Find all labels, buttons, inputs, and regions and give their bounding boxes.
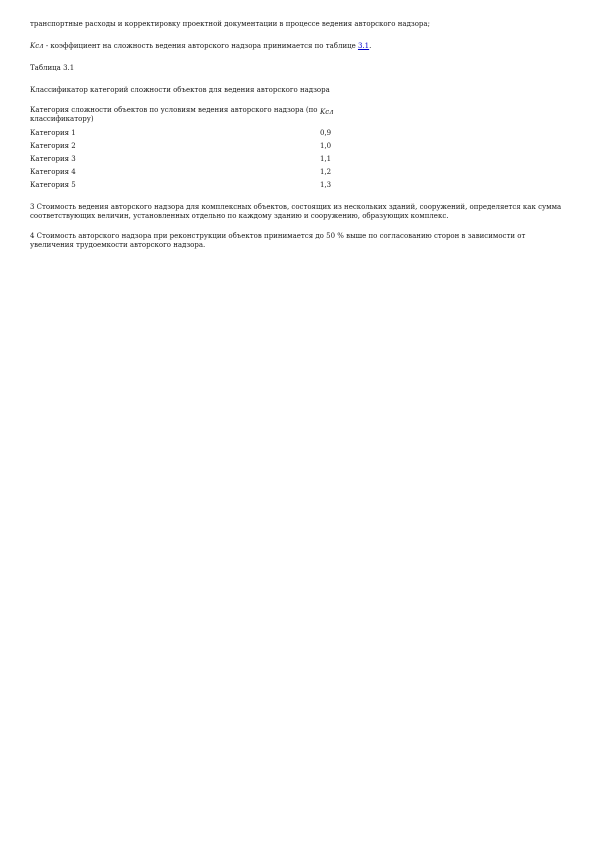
table-caption: Таблица 3.1 [30, 64, 75, 72]
coefficient-text: - коэффициент на сложность ведения авторского надзора принимается по таблице [43, 42, 358, 50]
paragraph-transport: транспортные расходы и корректировку проектной документации в процессе ведения авторского надзора; [30, 20, 430, 28]
table-row [30, 168, 370, 181]
table-row [30, 142, 370, 155]
paragraph-4: 4 Стоимость авторского надзора при реконструкции объектов принимается до 50 % выше по согласованию сторон в зависимости от увеличения трудоемкости авторского надзора. [30, 232, 526, 249]
table-cell-value: 1,0 [320, 142, 332, 150]
table-header-category: Категория сложности объектов по условиям ведения авторского надзора (по классификатору) [30, 106, 318, 123]
table-row [30, 181, 370, 194]
table-row [30, 155, 370, 168]
table-header-coefficient: Kcл [320, 108, 334, 116]
table-cell-value: 1,3 [320, 181, 332, 189]
table-cell-value: 1,1 [320, 155, 332, 163]
coefficient-symbol: Kcл [30, 42, 44, 50]
table-cell-value: 0,9 [320, 129, 332, 137]
table-header-row [30, 106, 370, 129]
table-cell-category: Категория 4 [30, 168, 76, 176]
coefficient-end: . [369, 42, 372, 50]
paragraph-coefficient [30, 42, 570, 51]
table-cell-value: 1,2 [320, 168, 332, 176]
paragraph-3: 3 Стоимость ведения авторского надзора для комплексных объектов, состоящих из нескольких зданий, сооружений, определяется как сумма соответствующих величин, установленных отдельно по каждому зданию и сооружению, образующих комплекс. [30, 203, 562, 220]
table-title: Классификатор категорий сложности объектов для ведения авторского надзора [30, 86, 330, 94]
table-row [30, 129, 370, 142]
table-reference-link[interactable]: 3.1 [357, 42, 370, 50]
table-cell-category: Категория 1 [30, 129, 76, 137]
document-body [30, 20, 570, 250]
table-cell-category: Категория 3 [30, 155, 76, 163]
table-cell-category: Категория 5 [30, 181, 76, 189]
complexity-table [30, 106, 370, 194]
table-cell-category: Категория 2 [30, 142, 76, 150]
